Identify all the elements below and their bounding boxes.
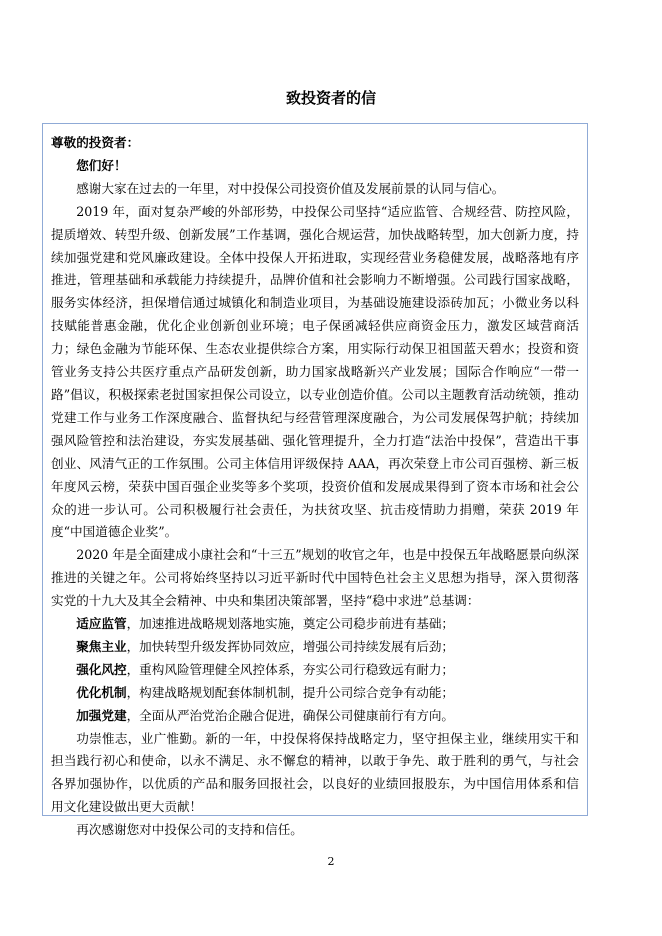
- priority-item: [51, 613, 579, 636]
- priority-key: 加强党建: [76, 707, 127, 723]
- priority-text: ，构建战略规划配套体制机制，提升公司综合竞争有动能；: [126, 684, 454, 700]
- paragraph-thanks: 感谢大家在过去的一年里，对中投保公司投资价值及发展前景的认同与信心。: [76, 180, 505, 196]
- letter-box: [42, 123, 588, 838]
- priority-text: ，重构风险管理健全风控体系，夯实公司行稳致远有耐力；: [126, 661, 454, 677]
- priority-item: [51, 682, 579, 705]
- priority-text: ，加快转型升级发挥协同效应，增强公司持续发展有后劲；: [126, 638, 454, 654]
- priority-item: [51, 705, 579, 728]
- priority-key: 强化风控: [76, 661, 127, 677]
- page-number: 2: [327, 855, 335, 868]
- paragraph-closing-thanks: 再次感谢您对中投保公司的支持和信任。: [76, 822, 303, 838]
- priority-text: ，加速推进战略规划落地实施，奠定公司稳步前进有基础；: [126, 616, 454, 632]
- priority-key: 优化机制: [76, 684, 127, 700]
- salutation: 尊敬的投资者：: [51, 135, 140, 150]
- priority-item: [51, 659, 579, 682]
- priority-text: ，全面从严治党治企融合促进，确保公司健康前行有方向。: [126, 707, 454, 723]
- priority-item: [51, 636, 579, 659]
- priority-key: 适应监管: [76, 616, 127, 632]
- paragraph-2020-outlook: 2020 年是全面建成小康社会和“十三五”规划的收官之年，也是中投保五年战略愿景向纵深推进的关键之年。公司将始终坚持以习近平新时代中国特色社会主义思想为指导，深入贯彻落实党的十九大及其全会精神、中央和集团决策部署，坚持“稳中求进”总基调：: [51, 547, 579, 609]
- greeting: 您们好！: [76, 157, 127, 173]
- priority-key: 聚焦主业: [76, 638, 127, 654]
- paragraph-new-year: 功崇惟志，业广惟勤。新的一年，中投保将保持战略定力，坚守担保主业，继续用实干和担当践行初心和使命，以永不满足、永不懈怠的精神，以敢于争先、敢于胜利的勇气，与社会各界加强协作，以优质的产品和服务回报社会，以良好的业绩回报股东，为中国信用体系和信用文化建设做出更大贡献！: [51, 730, 579, 815]
- page-title: 致投资者的信: [285, 89, 376, 107]
- paragraph-2019-review: 2019 年，面对复杂严峻的外部形势，中投保公司坚持“适应监管、合规经营、防控风险，提质增效、转型升级、创新发展”工作基调，强化合规运营，加快战略转型，加大创新力度，持续加强党建和党风廉政建设。全体中投保人开拓进取，实现经营业务稳健发展，战略落地有序推进，管理基础和承载能力持续提升，品牌价值和社会影响力不断增强。公司践行国家战略，服务实体经济，担保增信通过城镇化和制造业项目，为基础设施建设添砖加瓦；小微业务以科技赋能普惠金融，优化企业创新创业环境；电子保函减轻供应商资金压力，激发区域营商活力；绿色金融为节能环保、生态农业提供综合方案，用实际行动保卫祖国蓝天碧水；投资和资管业务支持公共医疗重点产品研发创新，助力国家战略新兴产业发展；国际合作响应“一带一路”倡议，积极探索老挝国家担保公司设立，以专业创造价值。公司以主题教育活动统领，推动党建工作与业务工作深度融合、监督执纪与经营管理深度融合，为公司发展保驾护航；持续加强风险管控和法治建设，夯实发展基础、强化管理提升，全力打造“法治中投保”，营造出干事创业、风清气正的工作氛围。公司主体信用评级保持 AAA，再次荣登上市公司百强榜、新三板年度风云榜，荣获中国百强企业奖等多个奖项，投资价值和发展成果得到了资本市场和社会公众的进一步认可。公司积极履行社会责任，为扶贫攻坚、抗击疫情助力捐赠，荣获 2019 年度“中国道德企业奖”。: [51, 203, 579, 540]
